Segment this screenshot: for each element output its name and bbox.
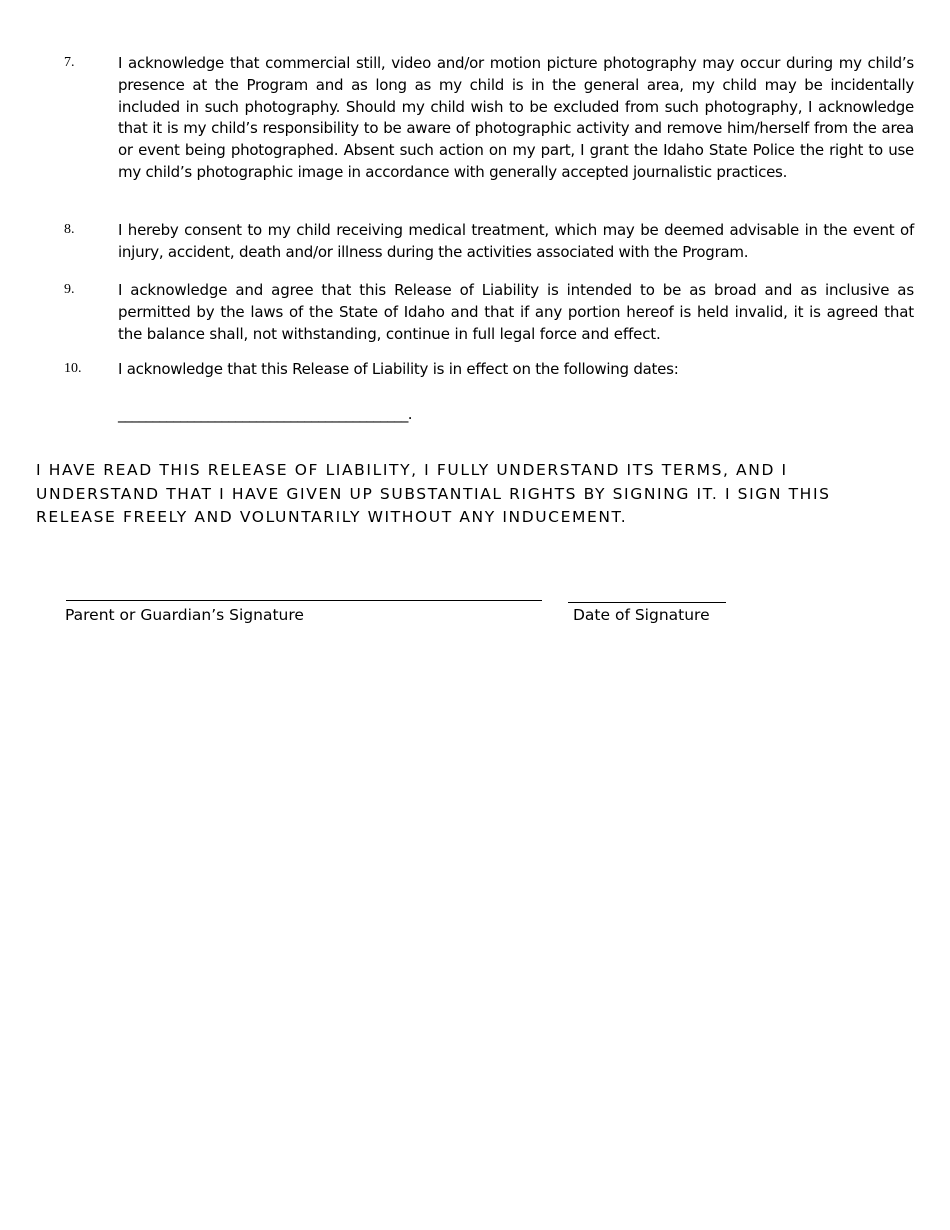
item-number: 10.	[64, 361, 82, 376]
item-text: I acknowledge that this Release of Liability is in effect on the following dates:	[118, 360, 679, 378]
guardian-signature-label: Parent or Guardian’s Signature	[65, 606, 304, 624]
item-number: 9.	[64, 282, 75, 297]
date-signature-line[interactable]	[568, 602, 726, 603]
item-text: I acknowledge that commercial still, video and/or motion picture photography may occur during my child’s presence at the Program and as long as my child is in the general area, my child may be incidentally included in such photography. Should my child wish to be excluded from such photography, I acknowledge that it is my child’s responsibility to be aware of photographic activity and remove him/herself from the area or event being photographed. Absent such action on my part, I grant the Idaho State Police the right to use my child’s photographic image in accordance with generally accepted journalistic practices.	[118, 54, 914, 181]
item-number: 7.	[64, 55, 75, 70]
item-number: 8.	[64, 222, 75, 237]
item-text: I hereby consent to my child receiving medical treatment, which may be deemed advisable in the event of injury, accident, death and/or illness during the activities associated with the Program.	[118, 221, 914, 261]
guardian-signature-line[interactable]	[66, 600, 542, 601]
date-signature-label: Date of Signature	[573, 606, 710, 624]
dates-blank-line[interactable]: __________________________________________.	[118, 405, 412, 423]
acknowledgment-statement: I HAVE READ THIS RELEASE OF LIABILITY, I FULLY UNDERSTAND ITS TERMS, AND I UNDERSTAND THAT I HAVE GIVEN UP SUBSTANTIAL RIGHTS BY SIGNING IT. I SIGN THIS RELEASE FREELY AND VOLUNTARILY WITHOUT ANY INDUCEMENT.	[36, 461, 831, 527]
item-text: I acknowledge and agree that this Release of Liability is intended to be as broad and as inclusive as permitted by the laws of the State of Idaho and that if any portion hereof is held invalid, it is agreed that the balance shall, not withstanding, continue in full legal force and effect.	[118, 281, 914, 343]
